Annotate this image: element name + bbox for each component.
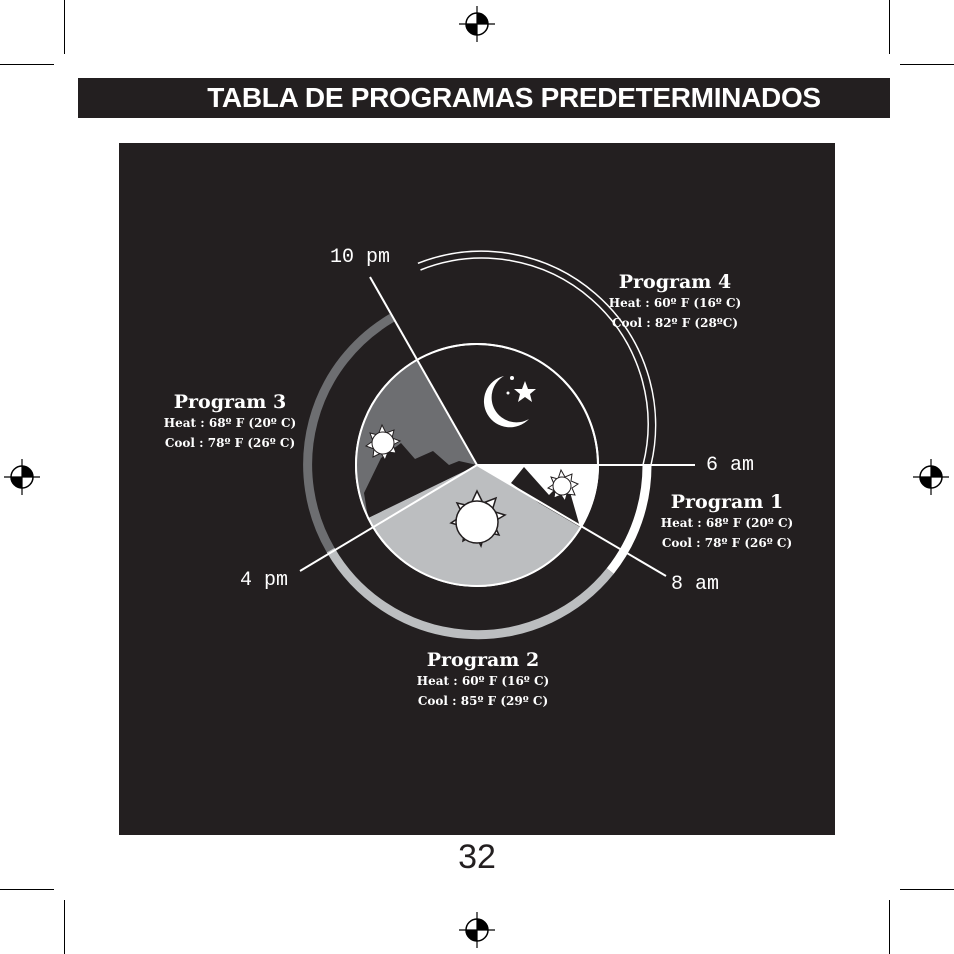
program-4-heat: Heat : 60º F (16º C)	[608, 296, 742, 310]
time-label-8am: 8 am	[671, 573, 720, 596]
program-3-name: Program 3	[173, 391, 287, 413]
crop-mark-top-right-h	[900, 64, 954, 65]
time-label-6am: 6 am	[706, 454, 755, 477]
page-title: TABLA DE PROGRAMAS PREDETERMINADOS	[207, 82, 821, 113]
crop-mark-top-left-h	[0, 64, 54, 65]
schedule-wheel	[119, 143, 835, 835]
program-2-name: Program 2	[426, 649, 540, 671]
program-2-label	[403, 649, 563, 711]
registration-mark-left-icon	[4, 459, 40, 495]
program-1-label	[647, 491, 807, 553]
program-1-cool: Cool : 78º F (26º C)	[661, 536, 793, 550]
program-4-name: Program 4	[618, 271, 732, 293]
program-1-name: Program 1	[670, 491, 784, 513]
program-2-cool: Cool : 85º F (29º C)	[417, 694, 549, 708]
crop-mark-bottom-left-h	[0, 889, 54, 890]
program-3-heat: Heat : 68º F (20º C)	[163, 416, 297, 430]
crop-mark-bottom-right-h	[900, 889, 954, 890]
crop-mark-top-left-v	[64, 0, 65, 54]
page-number: 32	[458, 838, 496, 876]
program-3-cool: Cool : 78º F (26º C)	[164, 436, 296, 450]
program-4-cool: Cool : 82º F (28ºC)	[611, 316, 739, 330]
crop-mark-bottom-right-v	[889, 900, 890, 954]
program-4-label	[595, 271, 755, 333]
crop-mark-bottom-left-v	[64, 900, 65, 954]
program-3-label	[150, 391, 310, 453]
time-label-4pm: 4 pm	[240, 569, 289, 592]
program-1-heat: Heat : 68º F (20º C)	[660, 516, 794, 530]
time-label-10pm: 10 pm	[330, 246, 391, 269]
schedule-diagram-panel	[119, 143, 835, 835]
registration-mark-right-icon	[913, 459, 949, 495]
title-bar	[78, 78, 890, 118]
registration-mark-top-icon	[459, 6, 495, 42]
crop-mark-top-right-v	[889, 0, 890, 54]
registration-mark-bottom-icon	[459, 912, 495, 948]
program-2-heat: Heat : 60º F (16º C)	[416, 674, 550, 688]
